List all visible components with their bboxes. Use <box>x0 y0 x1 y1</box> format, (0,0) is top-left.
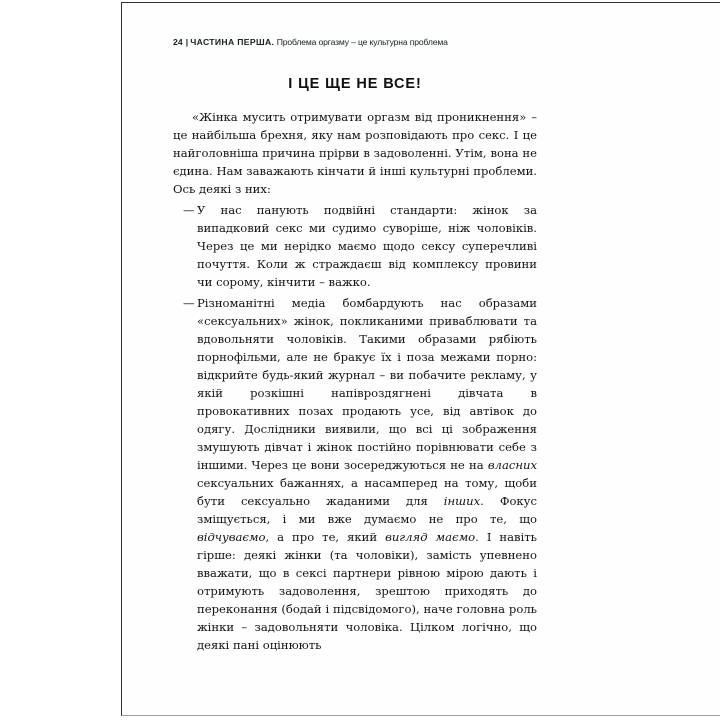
problems-list <box>173 201 537 654</box>
dash-marker-icon: — <box>183 203 195 217</box>
list-item-text <box>197 294 537 654</box>
list-item-run: Різноманітні медіа бомбардують нас образами «сексуальних» жінок, покликаними приваблювати та вдовольняти чоловіків. Такими образами рябіють порнофільми, але не бракує їх і поза межами порно: відкрийте будь-який журнал – ви побачите рекламу, у якій розкішні напівроздягнені дівчата в провокативних позах продають усе, від автівок до одягу. Дослідники виявили, що всі ці зображення змушують дівчат і жінок постійно порівнювати себе з іншими. Через це вони зосереджуються не на <box>197 296 537 472</box>
list-item-run: сексуальних бажаннях, а насамперед на тому, щоби бути сексуально жаданими для <box>197 476 537 508</box>
list-item-run: , а про те, який <box>265 530 386 544</box>
list-item-run: . І навіть гірше: деякі жінки (та чоловіки), замість упевнено вважати, що в сексі партнери рівною мірою дають і отримують задоволення, зрештою приходять до переконання (бодай і підсвідомого), наче головна роль жінки – задовольняти чоловіка. Цілком логічно, що деякі пані оцінюють <box>197 530 537 652</box>
emphasis-inshyh: інших <box>443 494 481 508</box>
emphasis-vlasnyh: власних <box>487 458 537 472</box>
dash-marker-icon: — <box>183 296 195 310</box>
header-part-label: ЧАСТИНА ПЕРША. <box>190 37 275 47</box>
running-header <box>173 37 537 48</box>
header-subject-label: Проблема оргазму – це культурна проблема <box>276 37 448 47</box>
list-item <box>173 201 537 291</box>
lede-paragraph: «Жінка мусить отримувати оргазм від проникнення» – це найбільша брехня, яку нам розповідають про секс. І це найголовніша причина прірви в задоволенні. Утім, вона не єдина. Нам заважають кінчати й інші культурні проблеми. Ось деякі з них: <box>173 110 537 196</box>
emphasis-vidchuvaiemo: відчуваємо <box>197 530 266 544</box>
emphasis-vyhliad-maiemo: вигляд маємо <box>385 530 476 544</box>
header-separator: | <box>185 37 189 47</box>
page-number: 24 <box>173 37 183 47</box>
list-item <box>173 294 537 654</box>
body-text <box>173 108 537 654</box>
list-item-run: . Фокус зміщується, і ми вже думаємо не про те, що <box>197 494 537 526</box>
list-item-text: У нас панують подвійні стандарти: жінок за випадковий секс ми судимо суворіше, ніж чоловіків. Через це ми нерідко маємо щодо сексу суперечливі почуття. Коли ж страждаєш від комплексу провини чи сорому, кінчити – важко. <box>197 203 537 289</box>
page-content-column <box>173 37 537 654</box>
section-title: І ЦЕ ЩЕ НЕ ВСЕ! <box>288 76 422 92</box>
book-page <box>121 2 720 716</box>
